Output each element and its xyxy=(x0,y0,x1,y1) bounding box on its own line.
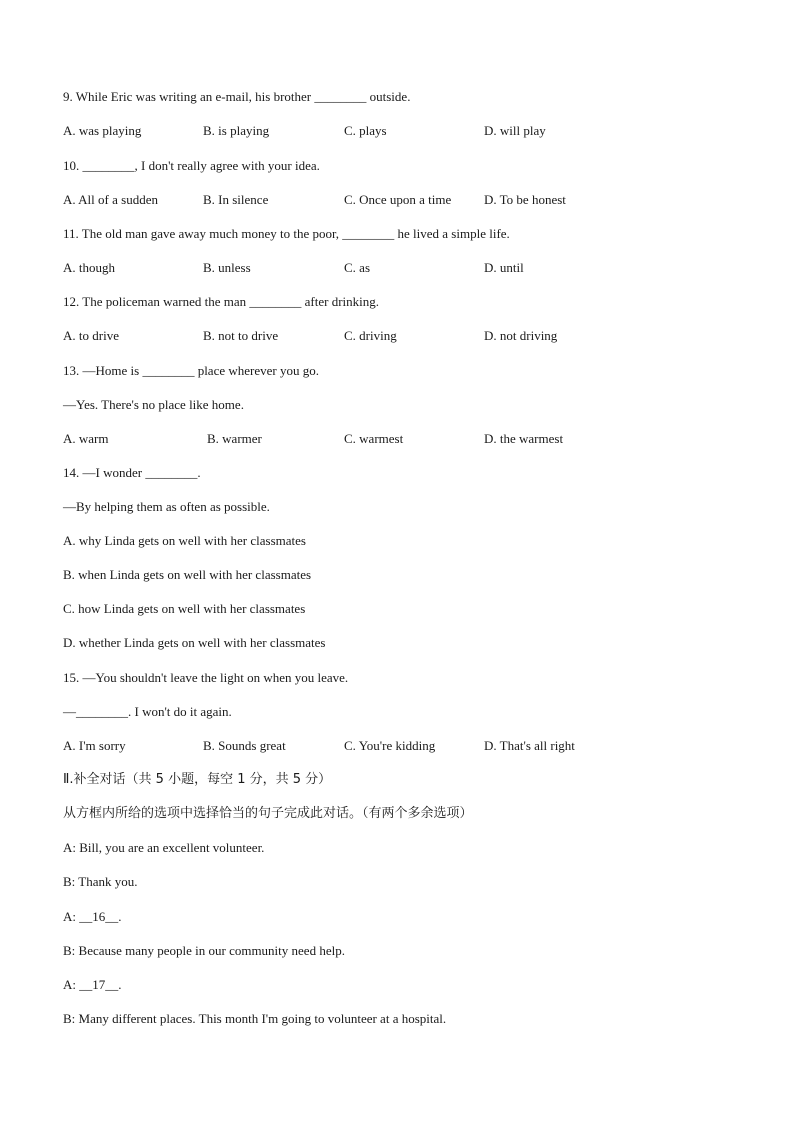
dialogue-line: B: Because many people in our community need help. xyxy=(63,943,345,958)
dialogue-line-blank-16: A: __16__. xyxy=(63,909,122,924)
q14-option-b: B. when Linda gets on well with her classmates xyxy=(63,567,312,582)
q11-option-a: A. though xyxy=(63,260,115,275)
question-15-reply: —________. I won't do it again. xyxy=(63,704,232,719)
q11-option-b: B. unless xyxy=(203,260,251,275)
q10-option-c: C. Once upon a time xyxy=(344,192,452,207)
q15-option-a: A. I'm sorry xyxy=(63,738,126,753)
q10-option-a: A. All of a sudden xyxy=(63,192,158,207)
q11-option-c: C. as xyxy=(344,260,370,275)
q12-option-b: B. not to drive xyxy=(203,328,279,343)
q15-option-c: C. You're kidding xyxy=(344,738,436,753)
question-9-stem: 9. While Eric was writing an e-mail, his brother ________ outside. xyxy=(63,89,411,104)
question-15-stem: 15. —You shouldn't leave the light on when you leave. xyxy=(63,670,349,685)
dialogue-line-blank-17: A: __17__. xyxy=(63,977,122,992)
question-14-stem: 14. —I wonder ________. xyxy=(63,465,201,480)
question-14-reply: —By helping them as often as possible. xyxy=(63,499,270,514)
dialogue-line: B: Thank you. xyxy=(63,874,138,889)
q13-option-d: D. the warmest xyxy=(484,431,564,446)
q11-option-d: D. until xyxy=(484,260,524,275)
q13-option-a: A. warm xyxy=(63,431,109,446)
q12-option-a: A. to drive xyxy=(63,328,119,343)
q15-option-b: B. Sounds great xyxy=(203,738,286,753)
dialogue-line: B: Many different places. This month I'm going to volunteer at a hospital. xyxy=(63,1011,447,1026)
section-2-instruction: 从方框内所给的选项中选择恰当的句子完成此对话。（有两个多余选项） xyxy=(63,806,473,821)
q12-option-c: C. driving xyxy=(344,328,397,343)
question-10-stem: 10. ________, I don't really agree with your idea. xyxy=(63,158,320,173)
q14-option-a: A. why Linda gets on well with her classmates xyxy=(63,533,306,548)
q9-option-b: B. is playing xyxy=(203,123,270,138)
q14-option-d: D. whether Linda gets on well with her classmates xyxy=(63,635,326,650)
section-2-heading: Ⅱ.补全对话（共 5 小题，每空 1 分，共 5 分） xyxy=(63,772,332,787)
q13-option-c: C. warmest xyxy=(344,431,404,446)
q13-option-b: B. warmer xyxy=(207,431,262,446)
q14-option-c: C. how Linda gets on well with her classmates xyxy=(63,601,306,616)
q10-option-b: B. In silence xyxy=(203,192,269,207)
question-13-stem: 13. —Home is ________ place wherever you go. xyxy=(63,363,319,378)
q9-option-c: C. plays xyxy=(344,123,387,138)
q9-option-a: A. was playing xyxy=(63,123,142,138)
q10-option-d: D. To be honest xyxy=(484,192,566,207)
question-12-stem: 12. The policeman warned the man ________ after drinking. xyxy=(63,294,380,309)
dialogue-line: A: Bill, you are an excellent volunteer. xyxy=(63,840,265,855)
question-11-stem: 11. The old man gave away much money to the poor, ________ he lived a simple life. xyxy=(63,226,510,241)
q15-option-d: D. That's all right xyxy=(484,738,575,753)
question-13-reply: —Yes. There's no place like home. xyxy=(63,397,244,412)
q12-option-d: D. not driving xyxy=(484,328,558,343)
q9-option-d: D. will play xyxy=(484,123,546,138)
